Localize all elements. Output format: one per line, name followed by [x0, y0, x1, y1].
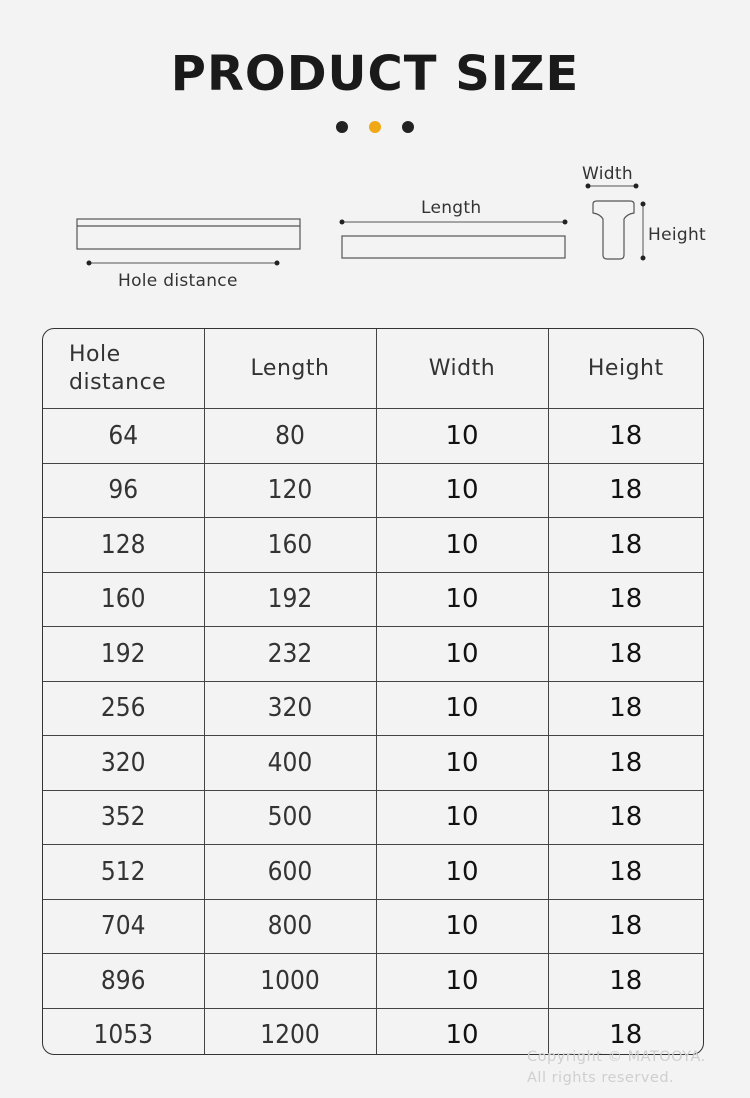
cell-length: 192: [204, 572, 376, 627]
cell-hole-distance: 896: [43, 954, 204, 1009]
cell-hole-distance: 192: [43, 627, 204, 682]
cell-width: 10: [376, 463, 548, 518]
cell-width: 10: [376, 572, 548, 627]
cell-hole-distance: 320: [43, 736, 204, 791]
table-row: [43, 627, 703, 682]
cell-height: 18: [548, 572, 703, 627]
table-row: [43, 463, 703, 518]
table-row: [43, 681, 703, 736]
cell-height: 18: [548, 790, 703, 845]
header-height: Height: [548, 329, 703, 409]
table-row: [43, 572, 703, 627]
cell-hole-distance: 704: [43, 899, 204, 954]
table-row: [43, 409, 703, 464]
cell-length: 120: [204, 463, 376, 518]
cell-width: 10: [376, 954, 548, 1009]
table-row: [43, 736, 703, 791]
copyright-line1: Copyright © MATOOYA.: [527, 1049, 706, 1065]
cell-height: 18: [548, 627, 703, 682]
length-dimension: [340, 220, 568, 225]
cell-hole-distance: 96: [43, 463, 204, 518]
width-dimension: [586, 184, 639, 189]
cell-height: 18: [548, 736, 703, 791]
cell-width: 10: [376, 845, 548, 900]
header-width: Width: [376, 329, 548, 409]
handle-side-view: [342, 236, 565, 258]
size-table: [42, 328, 704, 1055]
header-hole-distance: [43, 329, 204, 409]
hole-distance-label: Hole distance: [118, 271, 238, 291]
dot-left: [336, 121, 348, 133]
height-dimension: [641, 202, 646, 261]
cell-length: 600: [204, 845, 376, 900]
cell-hole-distance: 256: [43, 681, 204, 736]
cell-height: 18: [548, 899, 703, 954]
cell-hole-distance: 1053: [43, 1008, 204, 1055]
copyright-watermark: [527, 1047, 706, 1089]
width-label: Width: [582, 164, 633, 184]
cell-width: 10: [376, 627, 548, 682]
cell-height: 18: [548, 463, 703, 518]
cell-height: 18: [548, 518, 703, 573]
cell-length: 160: [204, 518, 376, 573]
cell-width: 10: [376, 1008, 548, 1055]
cell-width: 10: [376, 790, 548, 845]
cell-length: 1200: [204, 1008, 376, 1055]
size-diagram: [0, 150, 750, 300]
cell-width: 10: [376, 681, 548, 736]
cell-width: 10: [376, 409, 548, 464]
header-hole-distance-line1: Hole: [69, 341, 121, 367]
length-label: Length: [421, 198, 482, 218]
cell-hole-distance: 512: [43, 845, 204, 900]
table-row: [43, 518, 703, 573]
decorative-dots: [0, 121, 750, 133]
table-row: [43, 954, 703, 1009]
height-label: Height: [648, 225, 706, 245]
table-row: [43, 845, 703, 900]
table-row: [43, 790, 703, 845]
handle-cross-section: [593, 201, 634, 259]
dot-accent: [369, 121, 381, 133]
cell-height: 18: [609, 1020, 643, 1051]
cell-length: 1000: [204, 954, 376, 1009]
cell-length: 80: [204, 409, 376, 464]
header-hole-distance-line2: distance: [69, 369, 167, 395]
table-row: [43, 899, 703, 954]
cell-hole-distance: 64: [43, 409, 204, 464]
hole-distance-dimension: [87, 261, 280, 266]
cell-width: 10: [376, 518, 548, 573]
cell-height: 18: [548, 954, 703, 1009]
cell-height: 18: [548, 409, 703, 464]
cell-hole-distance: 160: [43, 572, 204, 627]
cell-length: 232: [204, 627, 376, 682]
cell-length: 500: [204, 790, 376, 845]
dot-right: [402, 121, 414, 133]
cell-length: 320: [204, 681, 376, 736]
table-header-row: [43, 329, 703, 409]
diagram-drawing: [0, 150, 750, 300]
cell-height: 18: [548, 845, 703, 900]
cell-hole-distance: 128: [43, 518, 204, 573]
copyright-line2: All rights reserved.: [527, 1070, 675, 1086]
handle-front-view: [77, 219, 300, 249]
cell-hole-distance: 352: [43, 790, 204, 845]
cell-width: 10: [376, 736, 548, 791]
cell-length: 400: [204, 736, 376, 791]
page-title: PRODUCT SIZE: [170, 46, 580, 102]
cell-width: 10: [376, 899, 548, 954]
header-length: Length: [204, 329, 376, 409]
cell-length: 800: [204, 899, 376, 954]
cell-height: 18: [548, 681, 703, 736]
